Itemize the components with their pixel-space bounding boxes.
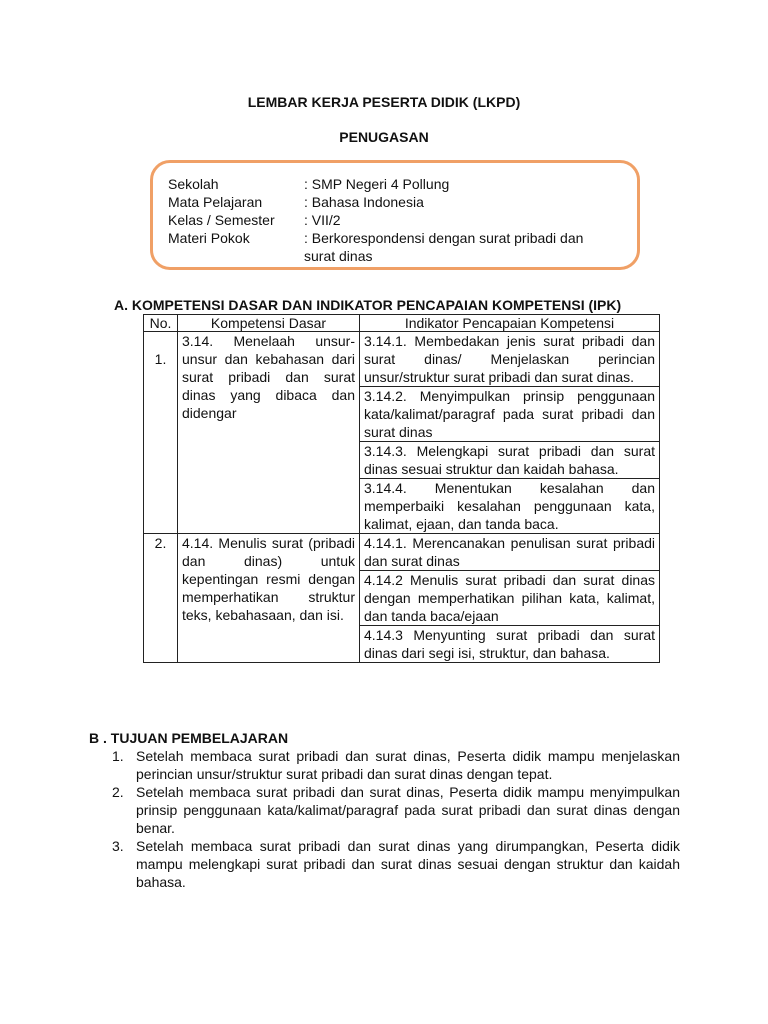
column-header-no: No.	[144, 315, 178, 332]
learning-objectives-list	[112, 747, 680, 891]
ipk-cell: 4.14.3 Menyunting surat pribadi dan surat dinas dari segi isi, struktur, dan bahasa.	[360, 626, 660, 663]
competency-table	[143, 314, 660, 663]
list-item-text: Setelah membaca surat pribadi dan surat dinas yang dirumpangkan, Peserta didik mampu melengkapi surat pribadi dan surat dinas sesuai dengan struktur dan kaidah bahasa.	[136, 838, 680, 890]
info-label: Sekolah	[168, 176, 219, 192]
ipk-cell: 3.14.2. Menyimpulkan prinsip penggunaan kata/kalimat/paragraf pada surat pribadi dan surat dinas	[360, 387, 660, 442]
info-label: Materi Pokok	[168, 230, 250, 246]
list-item	[112, 783, 680, 837]
table-header-row	[144, 315, 660, 332]
list-item-text: Setelah membaca surat pribadi dan surat dinas, Peserta didik mampu menjelaskan perincian unsur/struktur surat pribadi dan surat dinas dengan tepat.	[136, 748, 680, 782]
row-number: 2.	[144, 534, 178, 663]
list-item	[112, 747, 680, 783]
table-row	[144, 534, 660, 571]
section-a-heading: A. KOMPETENSI DASAR DAN INDIKATOR PENCAPAIAN KOMPETENSI (IPK)	[114, 297, 622, 313]
info-label: Mata Pelajaran	[168, 194, 263, 210]
row-number: 1.	[144, 332, 178, 534]
info-value: : SMP Negeri 4 Pollung	[304, 176, 450, 192]
info-value: : Berkorespondensi dengan surat pribadi dan surat dinas	[304, 230, 584, 264]
info-label: Kelas / Semester	[168, 212, 275, 228]
ipk-cell: 4.14.2 Menulis surat pribadi dan surat dinas dengan memperhatikan pilihan kata, kalimat, dan tanda baca/ejaan	[360, 571, 660, 626]
section-b-heading: B . TUJUAN PEMBELAJARAN	[89, 730, 289, 746]
ipk-cell: 4.14.1. Merencanakan penulisan surat pribadi dan surat dinas	[360, 534, 660, 571]
table-row	[144, 332, 660, 387]
kd-cell: 3.14. Menelaah unsur-unsur dan kebahasan dari surat pribadi dan surat dinas yang dibaca dan didengar	[178, 332, 360, 534]
identity-box	[150, 160, 640, 270]
list-item-number: 1.	[112, 748, 124, 764]
document-title: LEMBAR KERJA PESERTA DIDIK (LKPD)	[247, 94, 521, 110]
list-item-number: 2.	[112, 784, 124, 800]
info-value: : Bahasa Indonesia	[304, 194, 424, 210]
list-item-number: 3.	[112, 838, 124, 854]
ipk-cell: 3.14.4. Menentukan kesalahan dan memperbaiki kesalahan penggunaan kata, kalimat, ejaan, dan tanda baca.	[360, 479, 660, 534]
ipk-cell: 3.14.3. Melengkapi surat pribadi dan surat dinas sesuai struktur dan kaidah bahasa.	[360, 442, 660, 479]
column-header-kd: Kompetensi Dasar	[178, 315, 360, 332]
ipk-cell: 3.14.1. Membedakan jenis surat pribadi dan surat dinas/ Menjelaskan perincian unsur/struktur surat pribadi dan surat dinas.	[360, 332, 660, 387]
list-item	[112, 837, 680, 891]
document-subtitle: PENUGASAN	[339, 129, 429, 145]
list-item-text: Setelah membaca surat pribadi dan surat dinas, Peserta didik mampu menyimpulkan prinsip penggunaan kata/kalimat/paragraf pada surat pribadi dan surat dinas dengan benar.	[136, 784, 680, 836]
info-value: : VII/2	[304, 212, 341, 228]
kd-cell: 4.14. Menulis surat (pribadi dan dinas) untuk kepentingan resmi dengan memperhatikan struktur teks, kebahasaan, dan isi.	[178, 534, 360, 663]
column-header-ipk: Indikator Pencapaian Kompetensi	[360, 315, 660, 332]
